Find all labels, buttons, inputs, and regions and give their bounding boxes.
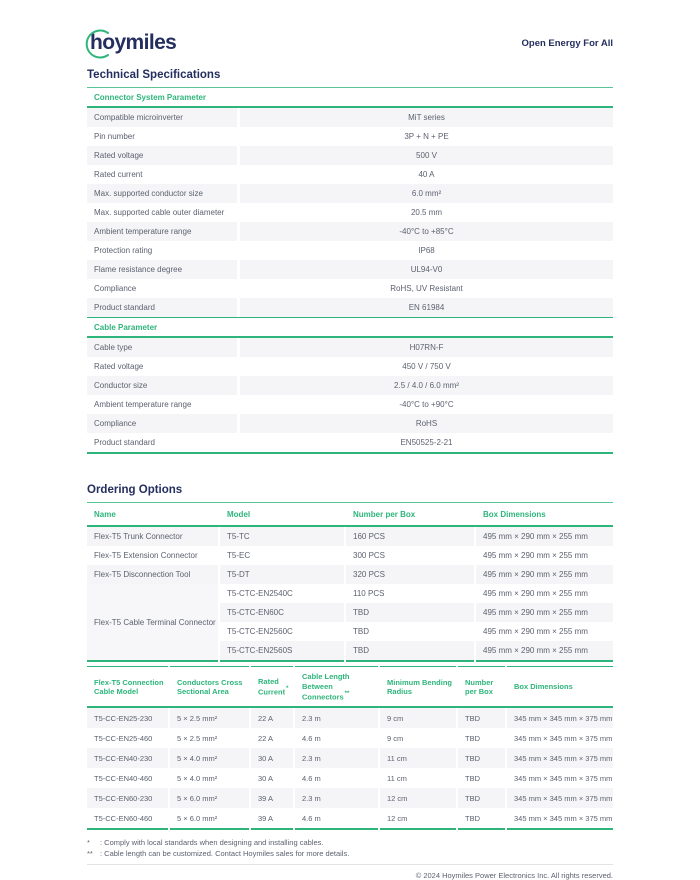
table-cell: T5-CC-EN60-230: [87, 788, 169, 808]
table-cell: 30 A: [250, 748, 294, 768]
spec-row: [87, 241, 613, 260]
table-header-cell: Number per Box: [457, 667, 506, 708]
spec-label: Ambient temperature range: [87, 222, 237, 241]
table-cell: 5 × 4.0 mm²: [169, 748, 250, 768]
table-cell: 39 A: [250, 788, 294, 808]
model-cell: T5-TC: [219, 526, 345, 546]
table-cell: TBD: [457, 748, 506, 768]
logo-text: hoymiles: [90, 31, 177, 54]
qty-cell: 160 PCS: [345, 526, 475, 546]
spec-label: Rated current: [94, 170, 143, 179]
table-cell: 39 A: [250, 808, 294, 829]
table-cell: 4.6 m: [294, 768, 379, 788]
tech-specs-title: Technical Specifications: [87, 69, 613, 88]
table-cell: 5 × 6.0 mm²: [169, 788, 250, 808]
spec-value: 500 V: [237, 146, 613, 165]
table-header-cell: Number per Box: [345, 503, 475, 526]
table-cell: 5 × 2.5 mm²: [169, 728, 250, 748]
qty-cell: TBD: [345, 603, 475, 622]
table-cell: 345 mm × 345 mm × 375 mm: [506, 748, 613, 768]
table-cell: 345 mm × 345 mm × 375 mm: [506, 788, 613, 808]
spec-value: RoHS: [237, 414, 613, 433]
spec-label: Cable type: [87, 338, 237, 357]
table-cell: 2.3 m: [294, 788, 379, 808]
ordering-products-table: [87, 503, 613, 662]
spec-value: 40 A: [237, 165, 613, 184]
spec-label: Ambient temperature range: [94, 400, 192, 409]
spec-row: [87, 338, 613, 357]
copyright: © 2024 Hoymiles Power Electronics Inc. All rights reserved.: [415, 871, 613, 880]
spec-label: Compatible microinverter: [87, 108, 237, 127]
table-cell: 30 A: [250, 768, 294, 788]
table-cell: T5-CC-EN60-460: [94, 813, 153, 823]
ordering-title: Ordering Options: [87, 484, 613, 503]
box-dimensions-cell: 495 mm × 290 mm × 255 mm: [475, 584, 613, 603]
spec-row: [87, 184, 613, 203]
spec-value: UL94-V0: [237, 260, 613, 279]
qty-cell: 300 PCS: [345, 546, 475, 565]
spec-row: [87, 146, 613, 165]
spec-row: [87, 203, 613, 222]
table-header-cell: Box Dimensions: [506, 667, 613, 708]
spec-row: [87, 260, 613, 279]
spec-label: Compliance: [94, 284, 137, 293]
spec-label: Protection rating: [94, 246, 153, 255]
table-header-cell: Minimum Bending Radius: [379, 667, 457, 708]
spec-value: IP68: [237, 241, 613, 260]
model-cell: T5-CTC-EN2540C: [219, 584, 345, 603]
table-cell: T5-CC-EN40-230: [87, 748, 169, 768]
footnote-line: [87, 848, 613, 859]
table-row: [87, 748, 613, 768]
table-cell: T5-CC-EN25-460: [94, 733, 153, 743]
spec-row: [87, 108, 613, 127]
spec-label: Max. supported cable outer diameter: [94, 208, 225, 217]
spec-value: 450 V / 750 V: [237, 357, 613, 376]
footnote-text: : Cable length can be customized. Contact Hoymiles sales for more details.: [100, 849, 350, 858]
spec-value: 2.5 / 4.0 / 6.0 mm²: [237, 376, 613, 395]
spec-label: Rated voltage: [87, 146, 237, 165]
footnote-text: : Comply with local standards when designing and installing cables.: [100, 838, 324, 847]
table-row: [87, 788, 613, 808]
spec-label: Max. supported conductor size: [87, 184, 237, 203]
spec-value: EN50525-2-21: [237, 433, 613, 452]
table-cell: 345 mm × 345 mm × 375 mm: [506, 768, 613, 788]
box-dimensions-cell: 495 mm × 290 mm × 255 mm: [475, 622, 613, 641]
box-dimensions-cell: 495 mm × 290 mm × 255 mm: [475, 603, 613, 622]
qty-cell: 110 PCS: [345, 584, 475, 603]
spec-value: -40°C to +85°C: [237, 222, 613, 241]
model-cell: T5-EC: [219, 546, 345, 565]
table-cell: 2.3 m: [294, 748, 379, 768]
spec-row: [87, 376, 613, 395]
spec-row: [87, 414, 613, 433]
table-cell: T5-CC-EN25-230: [87, 707, 169, 728]
spec-row: [87, 298, 613, 317]
table-header-row: [87, 503, 613, 526]
table-cell: 5 × 2.5 mm²: [169, 707, 250, 728]
table-row: [87, 728, 613, 748]
table-cell: 11 cm: [379, 768, 457, 788]
qty-cell: TBD: [345, 641, 475, 661]
table-cell: TBD: [457, 768, 506, 788]
box-dimensions-cell: 495 mm × 290 mm × 255 mm: [475, 641, 613, 661]
spec-rows: [87, 108, 613, 317]
ordering-cables-table: [87, 666, 613, 830]
box-dimensions-cell: 495 mm × 290 mm × 255 mm: [475, 565, 613, 584]
spec-row: [87, 222, 613, 241]
connector-parameter-section: [87, 88, 613, 317]
table-header-cell: Model: [219, 503, 345, 526]
spec-label: Rated voltage: [94, 362, 144, 371]
product-name-cell: Flex-T5 Trunk Connector: [87, 526, 219, 546]
spec-row: [87, 279, 613, 298]
spec-value: 20.5 mm: [237, 203, 613, 222]
table-row: [87, 565, 613, 584]
section-header: Connector System Parameter: [87, 88, 613, 108]
logo-arc-icon: [80, 26, 116, 62]
table-cell: 5 × 6.0 mm²: [169, 808, 250, 829]
spec-value: H07RN-F: [237, 338, 613, 357]
footer-divider: [87, 864, 613, 865]
table-cell: 22 A: [250, 728, 294, 748]
tagline: Open Energy For All: [521, 37, 613, 49]
spec-rows: [87, 338, 613, 452]
cable-parameter-section: [87, 317, 613, 454]
table-row: [87, 546, 613, 565]
spec-label: Pin number: [94, 132, 135, 141]
table-cell: T5-CC-EN40-460: [94, 773, 153, 783]
table-row: [87, 526, 613, 546]
spec-value: RoHS, UV Resistant: [237, 279, 613, 298]
product-name-cell: Flex-T5 Disconnection Tool: [87, 565, 219, 584]
spec-value: 3P + N + PE: [237, 127, 613, 146]
table-cell: 12 cm: [379, 808, 457, 829]
spec-label: Flame resistance degree: [87, 260, 237, 279]
table-cell: 345 mm × 345 mm × 375 mm: [506, 728, 613, 748]
table-cell: TBD: [457, 788, 506, 808]
table-header-cell: Name: [87, 503, 219, 526]
spec-label: Conductor size: [87, 376, 237, 395]
spec-label: Compliance: [87, 414, 237, 433]
table-cell: TBD: [457, 808, 506, 829]
spec-row: [87, 127, 613, 146]
product-name-cell: Flex-T5 Cable Terminal Connector: [87, 584, 219, 661]
footnote-line: [87, 837, 613, 848]
spec-value: EN 61984: [237, 298, 613, 317]
model-cell: T5-CTC-EN2560S: [219, 641, 345, 661]
table-cell: 12 cm: [379, 788, 457, 808]
product-name-cell: Flex-T5 Extension Connector: [94, 551, 198, 560]
table-cell: 4.6 m: [294, 808, 379, 829]
spec-value: -40°C to +90°C: [237, 395, 613, 414]
table-cell: 5 × 4.0 mm²: [169, 768, 250, 788]
table-cell: TBD: [457, 728, 506, 748]
spec-row: [87, 357, 613, 376]
spec-label: Product standard: [94, 438, 155, 447]
hoymiles-logo: [87, 26, 176, 60]
table-row: [87, 808, 613, 829]
footnotes: [87, 837, 613, 859]
spec-label: Product standard: [87, 298, 237, 317]
model-cell: T5-DT: [219, 565, 345, 584]
table-header-cell: Rated Current*: [250, 667, 294, 708]
section-header: Cable Parameter: [87, 317, 613, 338]
model-cell: T5-CTC-EN60C: [219, 603, 345, 622]
table-header-cell: Conductors Cross Sectional Area: [169, 667, 250, 708]
box-dimensions-cell: 495 mm × 290 mm × 255 mm: [475, 546, 613, 565]
table-cell: 9 cm: [379, 707, 457, 728]
model-cell: T5-CTC-EN2560C: [219, 622, 345, 641]
table-cell: 345 mm × 345 mm × 375 mm: [506, 707, 613, 728]
page-header: [87, 26, 613, 60]
box-dimensions-cell: 495 mm × 290 mm × 255 mm: [475, 526, 613, 546]
spec-row: [87, 165, 613, 184]
table-cell: 22 A: [250, 707, 294, 728]
table-cell: TBD: [457, 707, 506, 728]
table-cell: 345 mm × 345 mm × 375 mm: [506, 808, 613, 829]
table-header-row: [87, 667, 613, 708]
qty-cell: 320 PCS: [345, 565, 475, 584]
qty-cell: TBD: [345, 622, 475, 641]
table-row: [87, 707, 613, 728]
table-cell: 2.3 m: [294, 707, 379, 728]
table-header-cell: Cable Length Between Connectors**: [294, 667, 379, 708]
spec-value: MiT series: [237, 108, 613, 127]
footnote-marker: **: [87, 849, 93, 858]
table-row: [87, 768, 613, 788]
table-row: [87, 584, 613, 603]
spec-value: 6.0 mm²: [237, 184, 613, 203]
footnote-marker: *: [87, 838, 90, 847]
table-header-cell: Flex-T5 Connection Cable Model: [87, 667, 169, 708]
table-cell: 4.6 m: [294, 728, 379, 748]
table-header-cell: Box Dimensions: [475, 503, 613, 526]
table-cell: 9 cm: [379, 728, 457, 748]
spec-row: [87, 433, 613, 452]
table-cell: 11 cm: [379, 748, 457, 768]
spec-row: [87, 395, 613, 414]
